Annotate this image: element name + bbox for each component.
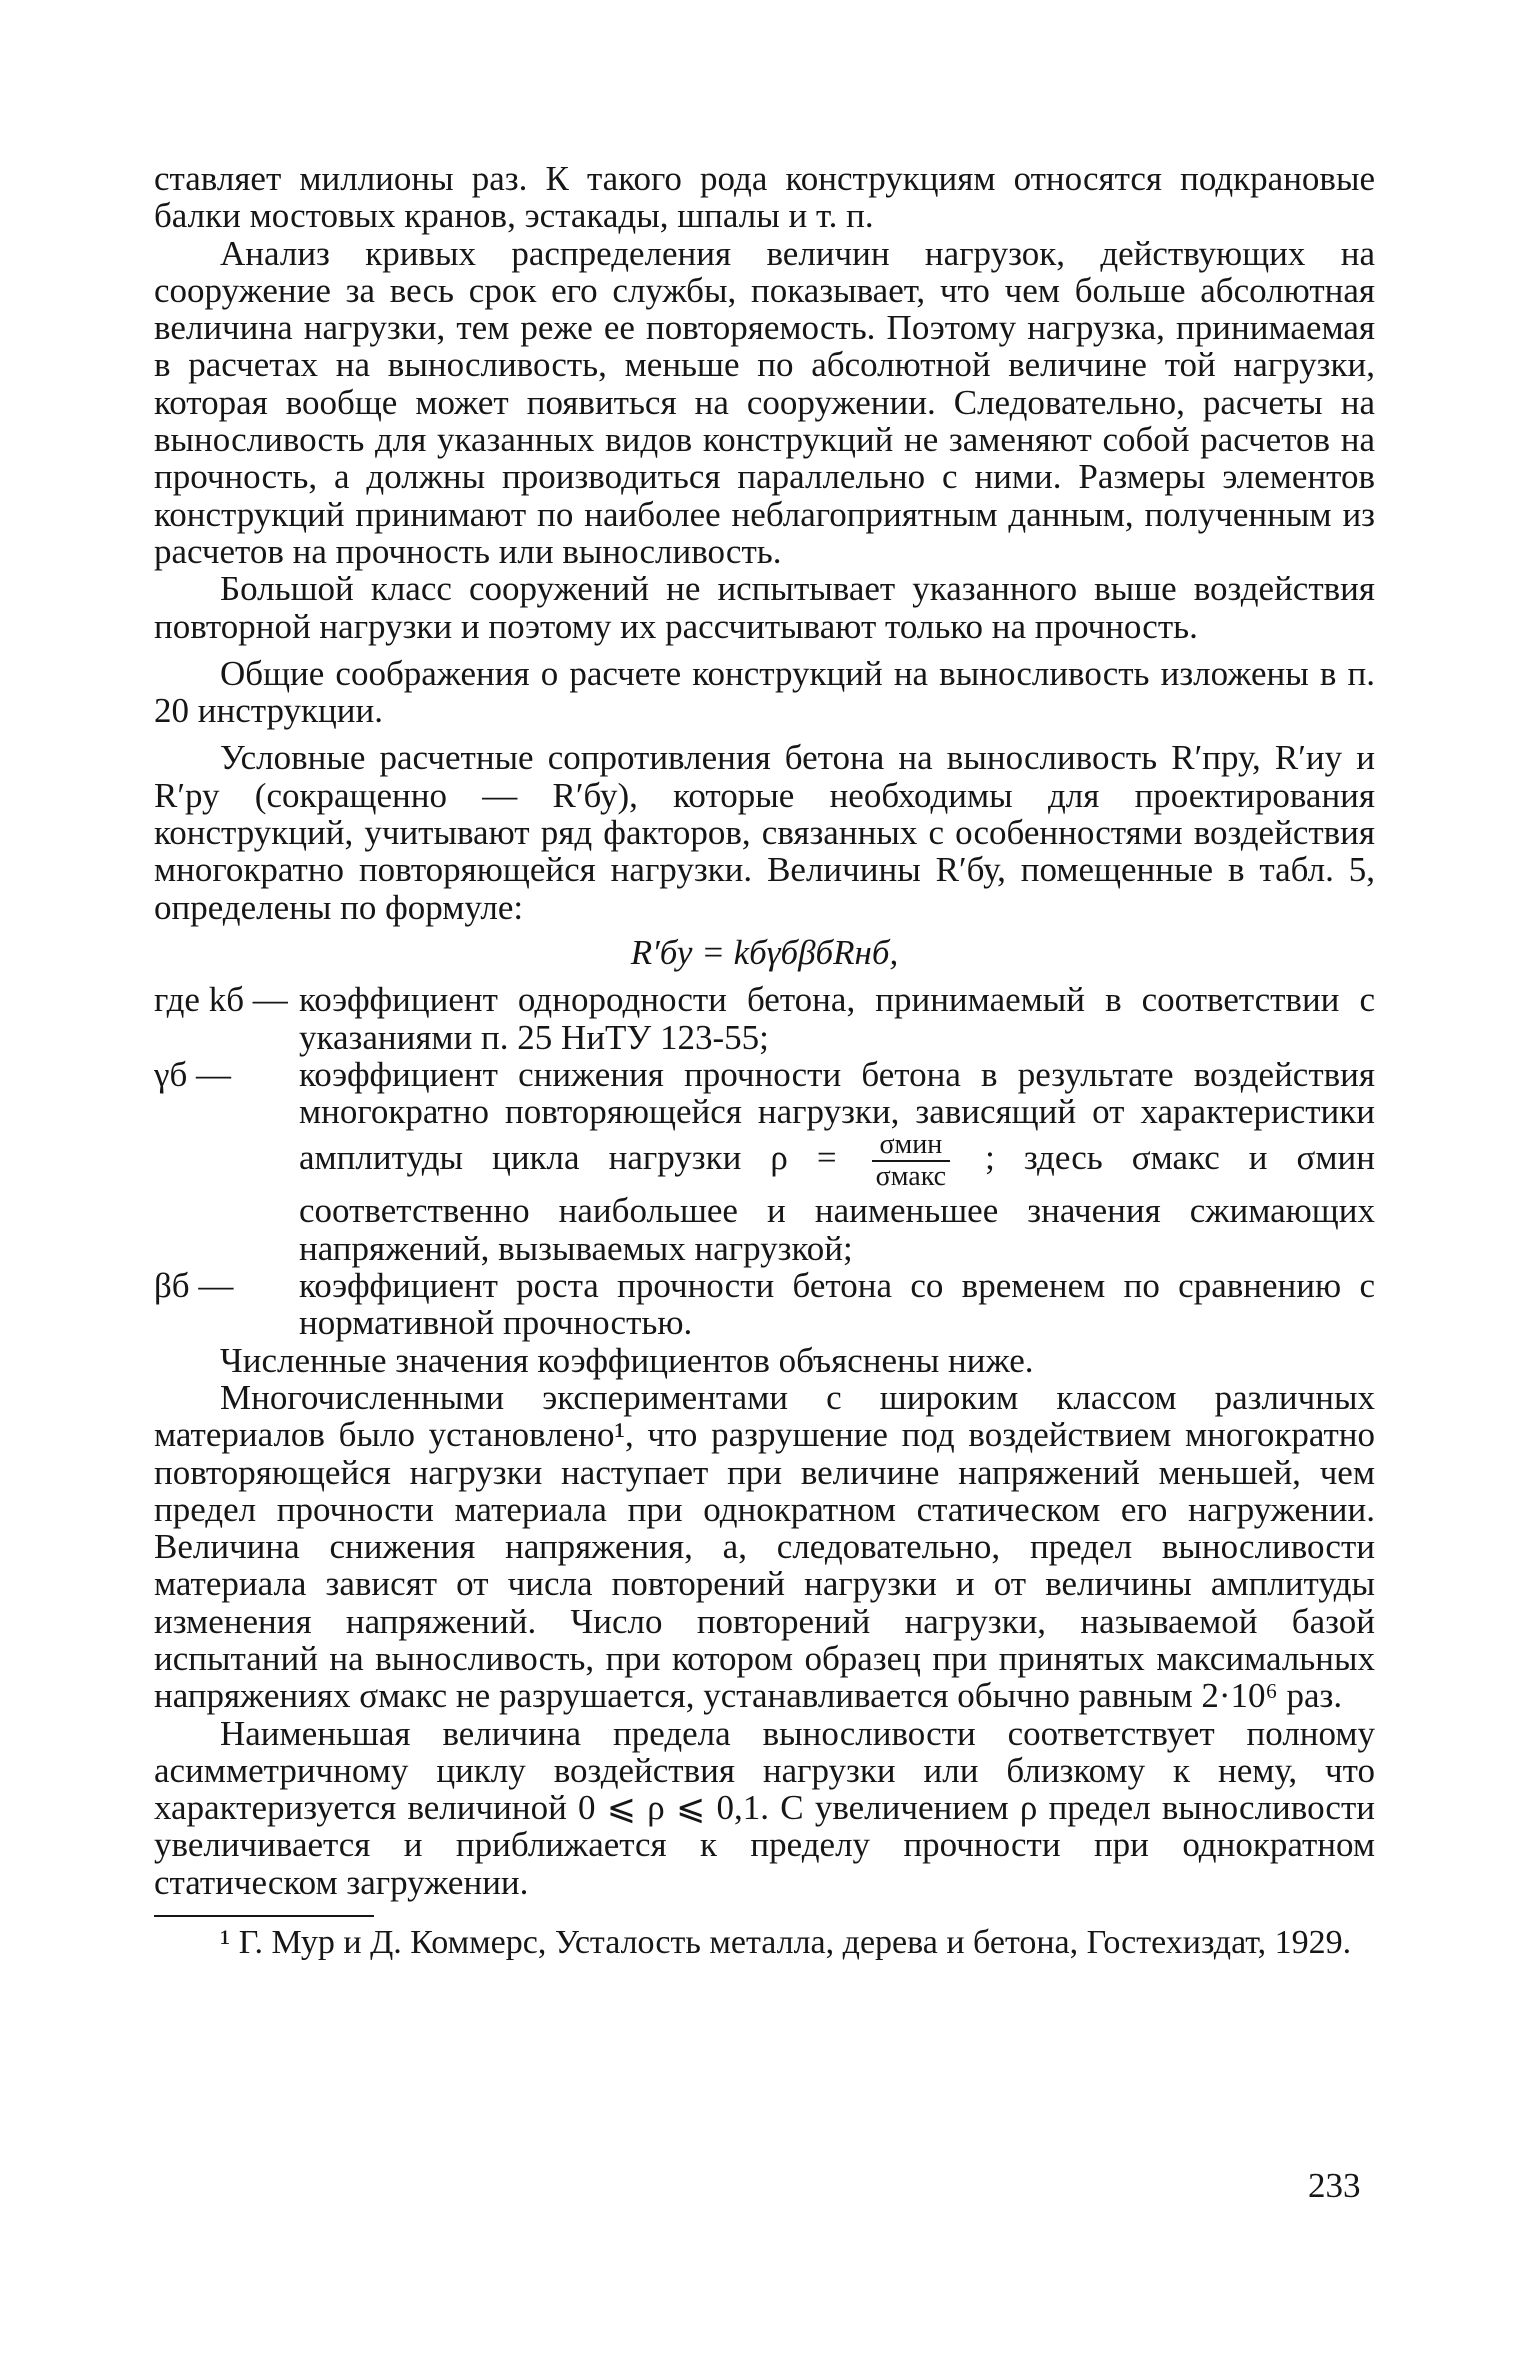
definition-body [299,1056,1375,1267]
definition-text: коэффициент снижения прочности бетона в результате воздействия многократно повторяющейся нагрузки, зависящий от характеристики амплитуды цикла нагрузки ρ = [299,1054,1375,1178]
fraction-numerator: σмин [872,1130,950,1162]
paragraph-5: Численные значения коэффициентов объяснены ниже. [220,1340,1034,1380]
footnote: ¹ Г. Мур и Д. Коммерс, Усталость металла, дерева и бетона, Гостехиздат, 1929. [220,1924,1352,1962]
definitions-list [154,981,1375,1341]
paragraph-4: Условные расчетные сопротивления бетона на выносливость R′пру, R′иу и R′ру (сокращенно — R′бу), которые необходимы для проектирования конструкций, учитывают ряд факторов, связанных с особенностями воздействия многократно повторяющейся нагрузки. Величины R′бу, помещенные в табл. 5, определены по формуле: [154,738,1375,927]
definition-text: коэффициент однородности бетона, принимаемый в соответствии с указаниями п. 25 НиТУ 123-55; [299,980,1375,1057]
paragraph-6: Многочисленными экспериментами с широким классом различных материалов было установлено¹, что разрушение под воздействием многократно повторяющейся нагрузки наступает при величине напряжений меньшей, чем предел прочности материала при однократном статическом его нагружении. Величина снижения напряжения, а, следовательно, предел выносливости материала зависят от числа повторений нагрузки и от величины амплитуды изменения напряжений. Число повторений нагрузки, называемой базой испытаний на выносливость, при котором образец при принятых максимальных напряжениях σмакс не разрушается, устанавливается обычно равным 2·10⁶ раз. [154,1377,1375,1716]
definition-k [154,981,1375,1056]
page-number: 233 [1308,2166,1361,2205]
footnote-divider [154,1915,374,1917]
book-page [154,160,1375,1961]
definition-text-tail: ; здесь σмакс и σмин соответственно наибольшее и наименьшее значения сжимающих напряжений, вызываемых нагрузкой; [299,1138,1376,1268]
paragraph-7: Наименьшая величина предела выносливости соответствует полному асимметричному циклу воздействия нагрузки или близкому к нему, что характеризуется величиной 0 ⩽ ρ ⩽ 0,1. С увеличением ρ предел выносливости увеличивается и приближается к пределу прочности при однократном статическом загружении. [154,1713,1375,1902]
definition-gamma [154,1056,1375,1267]
formula: R′бу = kбγбβбRнб, [630,932,899,972]
definition-term: γб — [154,1054,232,1094]
definition-term: βб — [154,1266,234,1306]
paragraph-0: ставляет миллионы раз. К такого рода конструкциям относятся подкрановые балки мостовых кранов, эстакады, шпалы и т. п. [154,159,1375,236]
paragraph-3: Общие соображения о расчете конструкций на выносливость изложены в п. 20 инструкции. [154,653,1375,731]
rho-fraction [872,1130,950,1192]
paragraph-1: Анализ кривых распределения величин нагрузок, действующих на сооружение за весь срок его службы, показывает, что чем больше абсолютная величина нагрузки, тем реже ее повторяемость. Поэтому нагрузка, принимаемая в расчетах на выносливость, меньше по абсолютной величине той нагрузки, которая вообще может появиться на сооружении. Следовательно, расчеты на выносливость для указанных видов конструкций не заменяют собой расчетов на прочность, а должны производиться параллельно с ними. Размеры элементов конструкций принимают по наиболее неблагоприятным данным, полученным из расчетов на прочность или выносливость. [154,233,1375,571]
definition-term: где kб — [154,980,288,1020]
definition-beta [154,1267,1375,1342]
paragraph-2: Большой класс сооружений не испытывает указанного выше воздействия повторной нагрузки и поэтому их рассчитывают только на прочность. [154,569,1375,646]
definition-text: коэффициент роста прочности бетона со временем по сравнению с нормативной прочностью. [299,1266,1375,1343]
fraction-denominator: σмакс [875,1161,947,1193]
